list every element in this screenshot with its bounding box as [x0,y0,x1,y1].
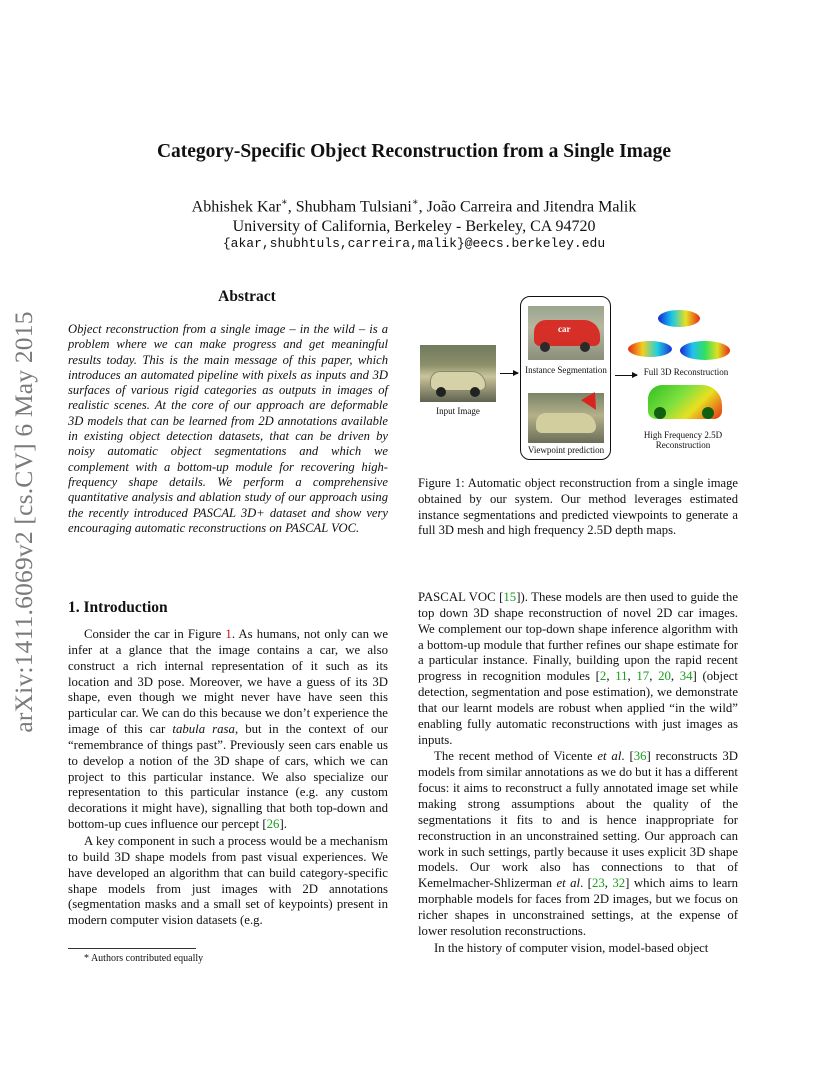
equal-mark-1: ∗ [280,197,288,208]
viewpoint-label: Viewpoint prediction [527,445,605,455]
recon-mesh-1 [658,310,700,327]
affiliation: University of California, Berkeley - Berkeley, CA 94720 [232,218,596,236]
right-paragraph-1: PASCAL VOC [15]). These models are then used to guide the top down 3D shape reconstruction of novel 2D car images. We complement our top-down shape inference algorithm with a bottom-up module that further refines our shape estimate for a particular instance. Finally, building upon the rapid recent progress in recognition modules [2, 11, 17, 20, 34] (object detection, segmentation and pose estimation), we demonstrate that our learnt models are robust when applied “in the wild” enabling fully automatic reconstructions with just images as inputs. [418,590,738,747]
citation-link[interactable]: 2 [599,669,607,684]
right-paragraph-2: The recent method of Vicente et al. [36] reconstructs 3D models from similar annotations as we do but it has a different focus: it aims to reconstruct a fully annotated image set while making strong assumptions about the quality of the segmentations it fits to and is hence inappropriate for reconstruction in an unconstrained setting. Our approach can work in such settings, partly because it uses explicit 3D shape models. Our work also has connections to that of Kemelmacher-Shlizerman et al. [23, 32] which aims to learn morphable models for faces from 2D images, but we focus on richer shapes in unconstrained settings, at the expense of lower resolution reconstructions. [418,749,739,938]
paper-title: Category-Specific Object Reconstruction from a Single Image [156,141,672,162]
author-names: Abhishek Kar∗, Shubham Tulsiani∗, João Carreira and Jitendra Malik [191,197,637,216]
car-tag: car [558,324,571,334]
right-column-body [418,590,738,957]
intro-heading: 1. Introduction [68,599,168,616]
intro-paragraph-2: A key component in such a process would be a mechanism to build 3D shape models from past visual experiences. We have developed an algorithm that can build category-specific shape models from just images with 2D annotations (segmentation masks and a small set of keypoints) present in modern computer vision datasets (e.g. [68,833,388,928]
hf-label-2: Reconstruction [655,440,711,450]
citation-link[interactable]: 17 [636,669,650,684]
citation-link[interactable]: 15 [503,590,517,604]
hf-label-1: High Frequency 2.5D [643,430,723,440]
abstract-heading: Abstract [218,288,276,305]
intro-paragraph-1: Consider the car in Figure 1. As humans, not only can we infer at a glance that the image contains a car, we also construct a rich internal representation of it such as its location and 3D pose. Moreover, we have a guess of its 3D shape, even though we might never have have seen this particular car. We can do this because we don’t experience the image of this car tabula rasa, but in the context of our “remembrance of things past”. Previously seen cars enable us to develop a notion of the 3D shape of cars, which we can project to this particular instance. We also specialize our representation to this particular instance (e.g. any custom decorations it might have), signalling that both top-down and bottom-up cues influence our percept [26]. [68,627,389,832]
author-block [0,193,828,237]
citation-link[interactable]: 11 [615,669,628,684]
arxiv-sidebar [4,292,44,752]
abstract-text: Object reconstruction from a single image – in the wild – is a problem where we can make progress and get meaningful results today. This is the main message of this paper, which introduces an automated pipeline with pixels as inputs and 3D surfaces of various rigid categories as outputs in images of realistic scenes. At the core of our approach are deformable 3D models that can be learned from 2D annotations available in existing object detection datasets, that can be driven by noisy automatic object segmentations and which we complement with a bottom-up module for recovering high-frequency shape details. We perform a comprehensive quantitative analysis and ablation study of our approach using the recently introduced PASCAL 3D+ dataset and show very encouraging automatic reconstructions on PASCAL VOC. [68,322,388,535]
arxiv-id: arXiv:1411.6069v2 [cs.CV] 6 May 2015 [9,311,38,733]
author-1: Abhishek Kar [191,198,281,216]
recon-mesh-3 [680,341,730,360]
right-paragraph-3: In the history of computer vision, model-based object [434,940,709,955]
citation-link[interactable]: 34 [679,669,693,684]
left-column-body [68,627,388,930]
figure-caption: Figure 1: Automatic object reconstruction from a single image obtained by our system. Our method leverages estimated instance segmentations and predicted viewpoints to generate a full 3D mesh and high frequency 2.5D depth maps. [418,476,738,538]
full-recon-label: Full 3D Reconstruction [643,367,729,377]
arrow-panel-to-recon [615,375,637,376]
citation-link[interactable]: 23 [591,876,605,891]
author-2: Shubham Tulsiani [295,198,412,216]
figure-link[interactable]: 1 [225,627,232,641]
input-image [420,345,496,402]
author-rest: João Carreira and Jitendra Malik [426,198,637,216]
arrow-input-to-panel [500,373,518,374]
figure-1 [418,293,748,463]
citation-link[interactable]: 36 [633,749,647,764]
citation-link[interactable]: 32 [612,876,626,891]
equal-mark-2: ∗ [411,197,419,208]
segmentation-label: Instance Segmentation [525,365,607,375]
footnote: * Authors contributed equally [84,953,204,964]
viewpoint-image [528,393,604,443]
segmentation-image [528,306,604,360]
footnote-rule [68,948,196,949]
input-image-label: Input Image [436,406,480,416]
hf-reconstruction [648,385,722,419]
citation-link[interactable]: 20 [658,669,671,684]
author-email: {akar,shubhtuls,carreira,malik}@eecs.berkeley.edu [222,236,606,251]
recon-mesh-2 [628,341,672,357]
citation-link[interactable]: 26 [266,817,280,832]
